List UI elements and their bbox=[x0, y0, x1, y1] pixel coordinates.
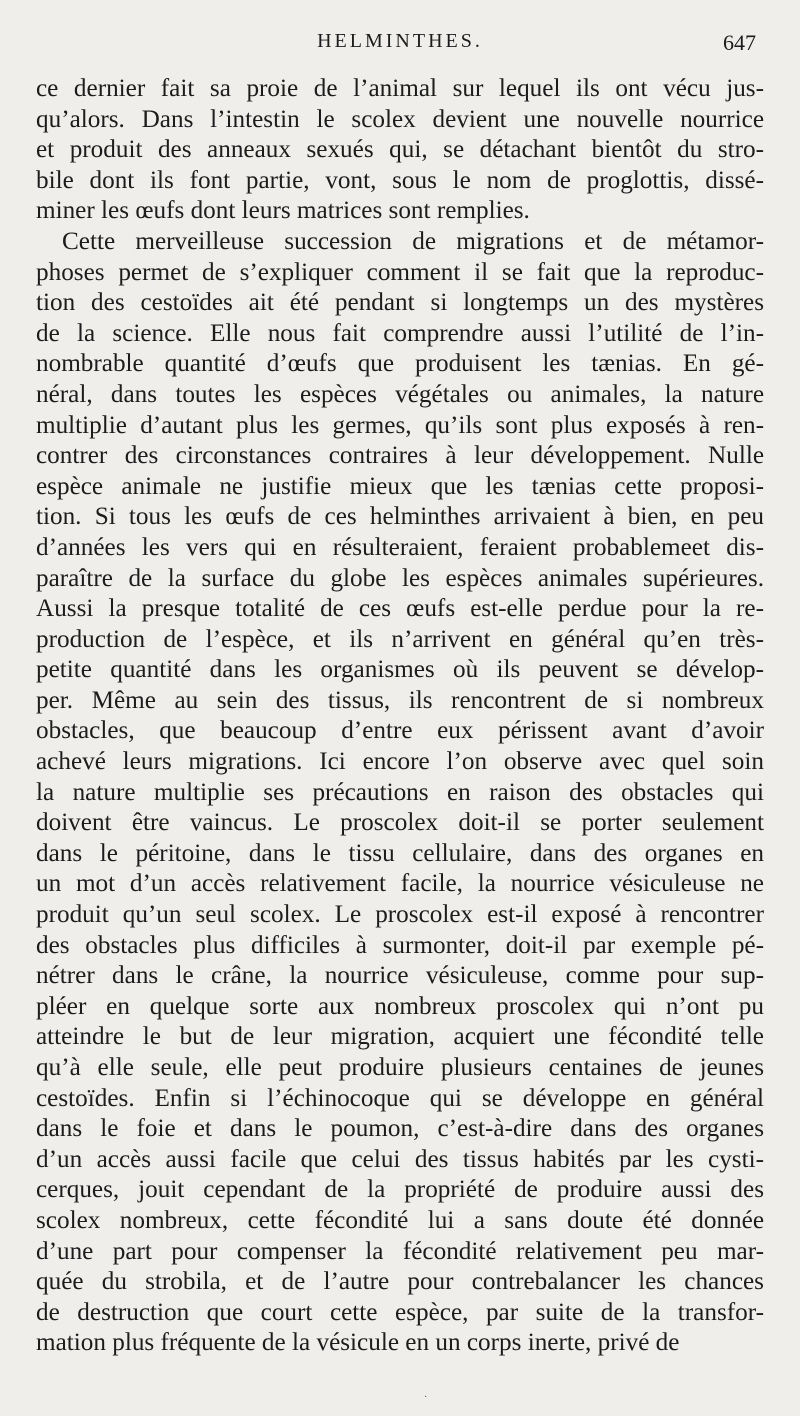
text-line: Cette merveilleuse succession de migrations et de métamor- bbox=[62, 227, 764, 255]
text-line: paraître de la surface du globe les espèces animales supérieures. bbox=[36, 564, 764, 592]
text-line: nétrer dans le crâne, la nourrice vésiculeuse, comme pour sup- bbox=[36, 962, 764, 990]
text-line: d’un accès aussi facile que celui des tissus habités par les cysti- bbox=[36, 1145, 764, 1173]
text-line: achevé leurs migrations. Ici encore l’on observe avec quel soin bbox=[36, 748, 764, 776]
text-line: quée du strobila, et de l’autre pour contrebalancer les chances bbox=[36, 1268, 764, 1296]
text-line: pléer en quelque sorte aux nombreux proscolex qui n’ont pu bbox=[36, 992, 764, 1020]
text-line: tion des cestoïdes ait été pendant si longtemps un des mystères bbox=[36, 289, 764, 317]
text-line: mation plus fréquente de la vésicule en un corps inerte, privé de bbox=[36, 1329, 680, 1357]
page-number: 647 bbox=[723, 30, 756, 55]
header-title: HELMINTHES. bbox=[317, 30, 483, 52]
text-line: dans le foie et dans le poumon, c’est-à-dire dans des organes bbox=[36, 1115, 764, 1143]
text-line: atteindre le but de leur migration, acquiert une fécondité telle bbox=[36, 1023, 764, 1051]
text-line: per. Même au sein des tissus, ils rencontrent de si nombreux bbox=[36, 686, 764, 714]
running-head bbox=[36, 30, 764, 60]
text-line: espèce animale ne justifie mieux que les tænias cette proposi- bbox=[36, 472, 764, 500]
text-line: obstacles, que beaucoup d’entre eux périssent avant d’avoir bbox=[36, 717, 764, 745]
text-line: dans le péritoine, dans le tissu cellulaire, dans des organes en bbox=[36, 839, 764, 867]
text-line: d’années les vers qui en résulteraient, feraient probablemeet dis- bbox=[36, 533, 764, 561]
text-line: nombrable quantité d’œufs que produisent les tænias. En gé- bbox=[36, 350, 764, 378]
text-line: cestoïdes. Enfin si l’échinocoque qui se développe en général bbox=[36, 1084, 764, 1112]
text-line: des obstacles plus difficiles à surmonter, doit-il par exemple pé- bbox=[36, 931, 764, 959]
body-text bbox=[36, 74, 764, 1359]
text-line: qu’alors. Dans l’intestin le scolex devient une nouvelle nourrice bbox=[36, 105, 764, 133]
text-line: ce dernier fait sa proie de l’animal sur lequel ils ont vécu jus- bbox=[36, 75, 764, 102]
text-line: multiplie d’autant plus les germes, qu’ils sont plus exposés à ren- bbox=[36, 411, 764, 439]
text-line: et produit des anneaux sexués qui, se détachant bientôt du stro- bbox=[36, 136, 764, 164]
text-line: la nature multiplie ses précautions en raison des obstacles qui bbox=[36, 778, 764, 806]
text-line: doivent être vaincus. Le proscolex doit-il se porter seulement bbox=[36, 809, 764, 837]
text-line: production de l’espèce, et ils n’arrivent en général qu’en très- bbox=[36, 625, 764, 653]
text-line: produit qu’un seul scolex. Le proscolex est-il exposé à rencontrer bbox=[36, 901, 764, 929]
text-line: phoses permet de s’expliquer comment il se fait que la reproduc- bbox=[36, 258, 764, 286]
text-line: cerques, jouit cependant de la propriété de produire aussi des bbox=[36, 1176, 764, 1204]
margin-dot: · bbox=[424, 1392, 428, 1403]
text-line: un mot d’un accès relativement facile, la nourrice vésiculeuse ne bbox=[36, 870, 764, 898]
text-line: de la science. Elle nous fait comprendre aussi l’utilité de l’in- bbox=[36, 319, 764, 347]
text-line: contrer des circonstances contraires à leur développement. Nulle bbox=[36, 442, 764, 470]
paragraph bbox=[36, 227, 764, 1359]
text-line: néral, dans toutes les espèces végétales ou animales, la nature bbox=[36, 380, 764, 408]
text-line: d’une part pour compenser la fécondité relativement peu mar- bbox=[36, 1237, 764, 1265]
text-line: miner les œufs dont leurs matrices sont remplies. bbox=[36, 197, 530, 225]
text-line: scolex nombreux, cette fécondité lui a sans doute été donnée bbox=[36, 1206, 764, 1234]
text-line: tion. Si tous les œufs de ces helminthes arrivaient à bien, en peu bbox=[36, 503, 764, 531]
text-line: bile dont ils font partie, vont, sous le nom de proglottis, dissé- bbox=[36, 166, 764, 194]
text-line: de destruction que court cette espèce, par suite de la transfor- bbox=[36, 1298, 764, 1326]
paragraph bbox=[36, 74, 764, 227]
text-line: petite quantité dans les organismes où ils peuvent se dévelop- bbox=[36, 656, 764, 684]
text-line: qu’à elle seule, elle peut produire plusieurs centaines de jeunes bbox=[36, 1054, 764, 1081]
text-line: Aussi la presque totalité de ces œufs est-elle perdue pour la re- bbox=[36, 595, 764, 623]
